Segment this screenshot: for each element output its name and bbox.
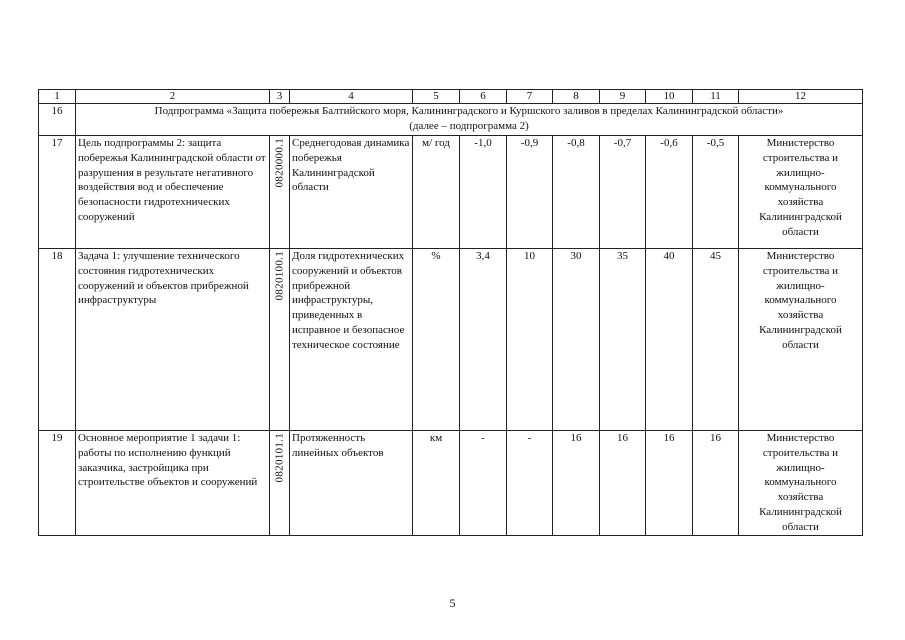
code-text: 0820101.1 xyxy=(273,433,286,483)
code-text: 0820100.1 xyxy=(273,251,286,301)
row-number: 19 xyxy=(39,431,76,536)
value-cell: - xyxy=(460,431,507,536)
value-cell: 45 xyxy=(693,249,739,431)
header-cell-11: 11 xyxy=(693,90,739,104)
header-row xyxy=(39,90,863,104)
header-cell-12: 12 xyxy=(739,90,863,104)
value-cell: -0,6 xyxy=(646,136,693,249)
unit-cell: % xyxy=(413,249,460,431)
indicator-cell: Среднегодовая динамика побережья Калининградской области xyxy=(290,136,413,249)
header-cell-10: 10 xyxy=(646,90,693,104)
value-cell: 35 xyxy=(600,249,646,431)
value-cell: 16 xyxy=(553,431,600,536)
unit-cell: м/ год xyxy=(413,136,460,249)
value-cell: 30 xyxy=(553,249,600,431)
indicators-table xyxy=(38,89,863,536)
row-number: 16 xyxy=(39,104,76,136)
unit-cell: км xyxy=(413,431,460,536)
value-cell: -1,0 xyxy=(460,136,507,249)
task-cell: Задача 1: улучшение технического состояния гидротехнических сооружений и объектов прибрежной инфраструктуры xyxy=(76,249,270,431)
header-cell-4: 4 xyxy=(290,90,413,104)
table-row xyxy=(39,431,863,536)
value-cell: 3,4 xyxy=(460,249,507,431)
subprogram-title-note: (далее – подпрограмма 2) xyxy=(409,120,529,132)
page-number: 5 xyxy=(449,596,456,610)
header-cell-5: 5 xyxy=(413,90,460,104)
header-cell-8: 8 xyxy=(553,90,600,104)
row-number: 17 xyxy=(39,136,76,249)
header-cell-1: 1 xyxy=(39,90,76,104)
header-cell-2: 2 xyxy=(76,90,270,104)
code-cell xyxy=(270,431,290,536)
header-cell-3: 3 xyxy=(270,90,290,104)
header-cell-9: 9 xyxy=(600,90,646,104)
subprogram-row xyxy=(39,104,863,136)
value-cell: 16 xyxy=(600,431,646,536)
value-cell: -0,9 xyxy=(507,136,553,249)
goal-cell: Цель подпрограммы 2: защита побережья Калининградской области от разрушения в результате негативного воздействия вод и обеспечение безопасности гидротехнических сооружений xyxy=(76,136,270,249)
subprogram-title-cell xyxy=(76,104,863,136)
value-cell: - xyxy=(507,431,553,536)
activity-cell: Основное мероприятие 1 задачи 1: работы по исполнению функций заказчика, застройщика при строительстве объектов и сооружений xyxy=(76,431,270,536)
value-cell: -0,8 xyxy=(553,136,600,249)
value-cell: 40 xyxy=(646,249,693,431)
row-number: 18 xyxy=(39,249,76,431)
executor-cell: Министерство строительства и жилищно-коммунального хозяйства Калининградской области xyxy=(739,249,863,431)
code-cell xyxy=(270,249,290,431)
indicator-cell: Доля гидротехнических сооружений и объектов прибрежной инфраструктуры, приведенных в исправное и безопасное техническое состояние xyxy=(290,249,413,431)
table-row xyxy=(39,136,863,249)
header-cell-6: 6 xyxy=(460,90,507,104)
value-cell: 16 xyxy=(693,431,739,536)
table-row xyxy=(39,249,863,431)
value-cell: 16 xyxy=(646,431,693,536)
code-text: 0820000.1 xyxy=(273,138,286,188)
code-cell xyxy=(270,136,290,249)
indicator-cell: Протяженность линейных объектов xyxy=(290,431,413,536)
executor-cell: Министерство строительства и жилищно-коммунального хозяйства Калининградской области xyxy=(739,136,863,249)
header-cell-7: 7 xyxy=(507,90,553,104)
subprogram-title: Подпрограмма «Защита побережья Балтийского моря, Калининградского и Куршского заливов в пределах Калининградской области» xyxy=(154,105,784,117)
value-cell: 10 xyxy=(507,249,553,431)
value-cell: -0,5 xyxy=(693,136,739,249)
executor-cell: Министерство строительства и жилищно-коммунального хозяйства Калининградской области xyxy=(739,431,863,536)
value-cell: -0,7 xyxy=(600,136,646,249)
